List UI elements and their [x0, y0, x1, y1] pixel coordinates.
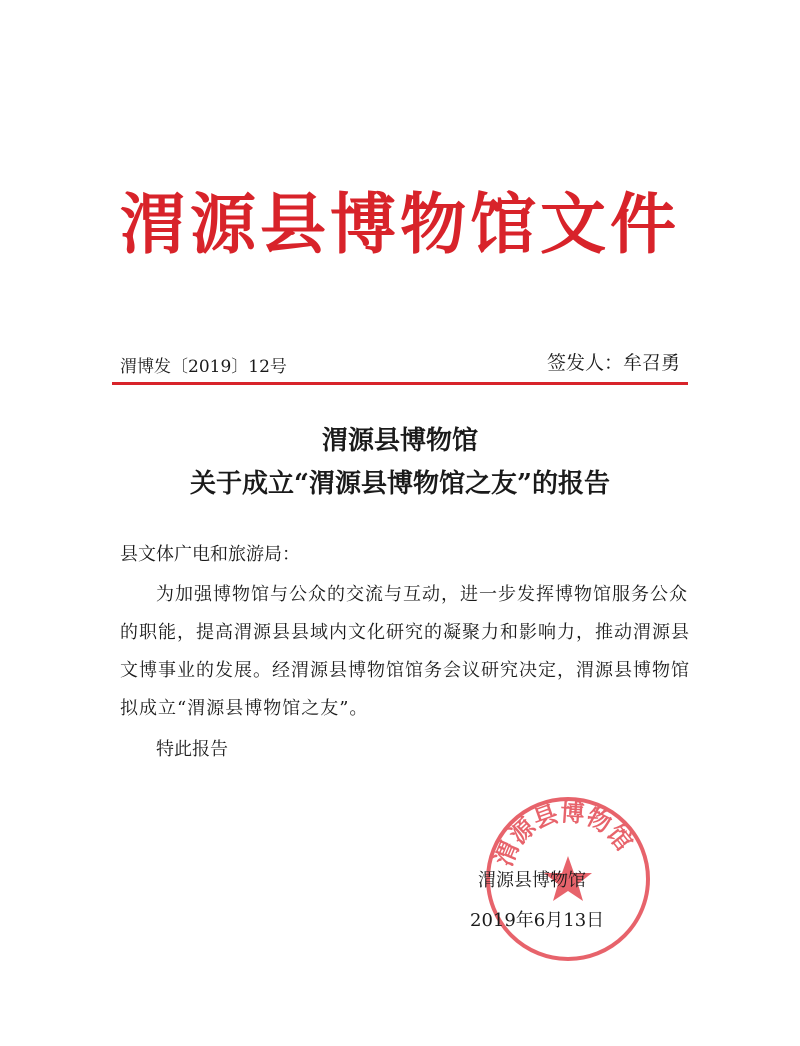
seal-text: 渭源县博物馆	[489, 798, 639, 871]
svg-text:渭源县博物馆	[490, 798, 638, 870]
signature-organization: 渭源县博物馆	[478, 870, 586, 891]
report-body-paragraph: 为加强博物馆与公众的交流与互动，进一步发挥博物馆服务公众的职能，提高渭源县县域内文化研究的凝聚力和影响力，推动渭源县文博事业的发展。经渭源县博物馆馆务会议研究决定，渭源县博物馆拟成立“渭源县博物馆之友”。	[120, 584, 690, 719]
document-number: 渭博发〔2019〕12号	[120, 357, 287, 377]
document-signer: 签发人：牟召勇	[546, 352, 680, 374]
signature-date: 2019年6月13日	[470, 910, 605, 931]
closing-phrase: 特此报告	[156, 739, 228, 760]
red-divider-line	[112, 382, 688, 385]
report-title-line-1: 渭源县博物馆	[321, 426, 478, 456]
report-title-line-2: 关于成立“渭源县博物馆之友”的报告	[190, 469, 610, 499]
addressee: 县文体广电和旅游局：	[120, 544, 300, 565]
document-header-title: 渭源县博物馆文件	[120, 186, 680, 263]
